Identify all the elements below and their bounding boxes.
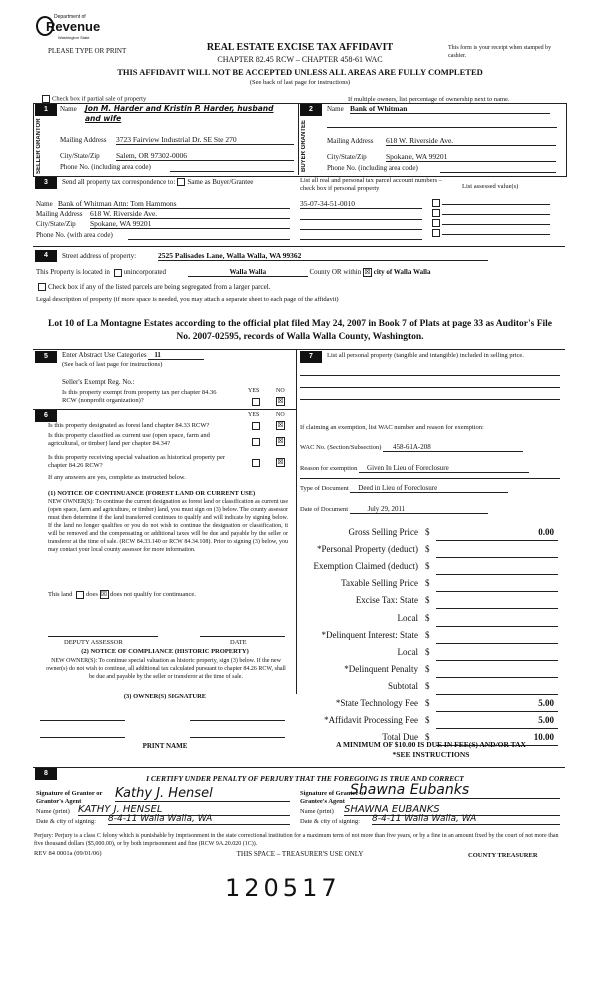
seller-city[interactable]: Salem, OR 97302-0006 [116, 151, 294, 161]
owner-signature-label: (3) OWNER(S) SIGNATURE [123, 693, 207, 700]
send-correspondence-label: Send all property tax correspondence to: Same as Buyer/Grantee [62, 178, 254, 186]
forest-question: Is this property designated as forest land chapter 84.33 RCW? [48, 422, 210, 429]
section-6-badge: 6 [35, 410, 57, 422]
notice-continuance-title: (1) NOTICE OF CONTINUANCE (FOREST LAND OR CURRENT USE) [48, 490, 256, 497]
section-4-badge: 4 [35, 250, 57, 262]
buyer-name[interactable]: Bank of Whitman [350, 104, 550, 114]
fee-dollar: $ [425, 578, 430, 589]
fee-dollar: $ [425, 698, 430, 708]
dor-logo [36, 14, 101, 44]
form-warning: THIS AFFIDAVIT WILL NOT BE ACCEPTED UNLESS ALL AREAS ARE FULLY COMPLETED [117, 67, 483, 77]
fee-label: Local [397, 646, 418, 657]
segregated-checkbox[interactable] [38, 283, 46, 291]
wac-row: WAC No. (Section/Subsection) 458-61A-208 [300, 443, 523, 452]
grantor-signature[interactable]: Kathy J. Hensel [115, 786, 290, 802]
current-use-no-checkbox[interactable]: ☒ [277, 437, 284, 445]
street-label: Street address of property: [62, 252, 137, 260]
does-qualify-checkbox[interactable] [76, 591, 84, 599]
sec6-yes: YES [248, 412, 260, 418]
seller-vertical-label: SELLER GRANTOR [36, 118, 42, 174]
dor-logo-big: Revenue [46, 19, 101, 34]
fee-label: Total Due [382, 732, 418, 743]
fee-row [300, 647, 558, 664]
grantee-sig-label: Signature of Grantee or Grantee's Agent [300, 790, 367, 805]
wac-value[interactable]: 458-61A-208 [383, 443, 523, 452]
fee-row [300, 630, 558, 647]
location-row: This Property is located in unincorporated Walla Walla County OR within ☒ city of Walla Walla [36, 268, 431, 277]
minimum-note: A MINIMUM OF $10.00 IS DUE IN FEE(S) AND/OR TAX [336, 740, 526, 749]
doc-date-row: Date of Document July 29, 2011 [300, 505, 488, 514]
fee-dollar: $ [425, 527, 430, 537]
reason-row: Reason for exemption Given In Lieu of Foreclosure [300, 464, 529, 473]
fee-dollar: $ [425, 732, 430, 743]
fee-row [300, 578, 558, 595]
county-name[interactable]: Walla Walla [188, 268, 308, 277]
parcel-number[interactable]: 35-07-34-51-0010 [300, 199, 422, 209]
fee-dollar: $ [425, 715, 430, 726]
sec3-city-label: City/State/Zip [36, 220, 76, 228]
segregated-row: Check box if any of the listed parcels are being segregated from a larger parcel. [36, 283, 270, 291]
certify-statement: I CERTIFY UNDER PENALTY OF PERJURY THAT THE FOREGOING IS TRUE AND CORRECT [146, 774, 464, 783]
fee-label: Subtotal [387, 680, 418, 691]
current-use-yes-checkbox[interactable] [252, 438, 260, 446]
fee-row [300, 613, 558, 630]
parcel-personal-checkbox[interactable] [432, 229, 440, 237]
section-3-badge: 3 [35, 177, 57, 189]
personal-property-label: List all personal property (tangible and intangible) included in selling price. [327, 352, 524, 359]
fee-label: *State Technology Fee [335, 698, 418, 708]
fee-row [300, 715, 558, 732]
see-instructions: *SEE INSTRUCTIONS [392, 750, 470, 759]
fee-dollar: $ [425, 561, 430, 572]
fee-dollar: $ [425, 680, 430, 691]
unincorporated-checkbox[interactable] [114, 269, 122, 277]
abstract-value[interactable]: 11 [148, 351, 204, 360]
buyer-city[interactable]: Spokane, WA 99201 [386, 152, 556, 162]
notice-compliance-title: (2) NOTICE OF COMPLIANCE (HISTORIC PROPERTY) [81, 648, 249, 655]
does-not-qualify-checkbox[interactable]: ☒ [100, 590, 108, 598]
fee-value[interactable]: 5.00 [538, 698, 554, 708]
fee-label: Exemption Claimed (deduct) [313, 561, 418, 572]
parcel-personal-checkbox[interactable] [432, 199, 440, 207]
within-city-checkbox[interactable]: ☒ [364, 268, 371, 276]
buyer-phone-label: Phone No. (including area code) [327, 164, 418, 172]
buyer-name-label: Name [327, 105, 344, 113]
parcel-personal-checkbox[interactable] [432, 219, 440, 227]
sec3-phone-label: Phone No. (with area code) [36, 231, 113, 239]
legal-label: Legal description of property (if more space is needed, you may attach a separate sheet to each page of the affidavit) [36, 296, 339, 303]
partial-sale-row [40, 95, 146, 103]
fee-label: Taxable Selling Price [341, 578, 418, 589]
grantee-name[interactable]: SHAWNA EUBANKS [344, 804, 560, 816]
section-7-badge: 7 [300, 351, 322, 363]
seller-city-label: City/State/Zip [60, 152, 100, 160]
fee-value[interactable]: 5.00 [538, 715, 554, 726]
grantee-signature[interactable]: Shawna Eubanks [350, 782, 560, 799]
type-value[interactable]: Deed in Lieu of Foreclosure [350, 484, 508, 493]
parcel-personal-checkbox[interactable] [432, 209, 440, 217]
street-address[interactable]: 2525 Palisades Lane, Walla Walla, WA 99362 [158, 251, 488, 261]
buyer-mailing[interactable]: 618 W. Riverside Ave. [386, 136, 556, 146]
dor-logo-small: Department of [54, 14, 86, 20]
grantor-date-city[interactable]: 8-4-11 Walla Walla, WA [108, 814, 290, 825]
qualify-row: This land does ☒ does not qualify for continuance. [48, 590, 196, 598]
fee-row [300, 698, 558, 715]
sec6-no: NO [276, 412, 285, 418]
fee-value[interactable]: 0.00 [538, 527, 554, 537]
date-label: DATE [230, 639, 247, 646]
historic-question: Is this property receiving special valuation as historical property per chapter 84.26 RCW? [48, 454, 226, 469]
fee-dollar: $ [425, 612, 430, 623]
section-2-badge: 2 [300, 104, 322, 116]
reason-value[interactable]: Given In Lieu of Foreclosure [359, 464, 529, 473]
fee-label: *Delinquent Interest: State [321, 629, 418, 640]
fee-row [300, 561, 558, 578]
section-8-badge: 8 [35, 768, 57, 780]
rev-number: REV 84 0001a (09/01/06) [34, 850, 102, 857]
fee-row [300, 527, 558, 544]
exempt-question: Is this property exempt from property tax per chapter 84.36 RCW (nonprofit organization)? [62, 389, 217, 404]
parcel-header: List all real and personal tax parcel account numbers – check box if personal property [300, 177, 443, 192]
grantor-date-label: Date & city of signing: [36, 818, 96, 825]
fee-label: *Personal Property (deduct) [317, 544, 418, 555]
legal-description[interactable]: Lot 10 of La Montagne Estates according to the official plat filed May 24, 2007 in Book 7 of Plats at page 33 as Auditor's File No. 2007-02595, records of Walla Walla County, Washington. [47, 319, 552, 342]
fee-value[interactable]: 10.00 [533, 732, 554, 743]
partial-sale-label: Check box if partial sale of property [52, 95, 147, 103]
current-use-question: Is this property classified as current use (open space, farm and agricultural, or timber) land per chapter 84.34? [48, 432, 210, 447]
grantee-date-label: Date & city of signing: [300, 818, 360, 825]
seller-phone-label: Phone No. (including area code) [60, 163, 151, 171]
fee-row [300, 544, 558, 561]
receipt-note: This form is your receipt when stamped by cashier. [448, 45, 552, 59]
buyer-mailing-label: Mailing Address [327, 137, 374, 145]
fee-dollar: $ [425, 663, 430, 674]
fee-dollar: $ [425, 629, 430, 640]
treasurer-space: THIS SPACE – TREASURER'S USE ONLY [236, 850, 364, 858]
fee-row [300, 664, 558, 681]
type-row: Type of Document Deed in Lieu of Foreclosure [300, 484, 508, 493]
parcel-rows [430, 199, 560, 239]
forest-no-checkbox[interactable]: ☒ [277, 421, 284, 429]
grantor-sig-label: Signature of Grantor or Grantor's Agent [36, 790, 103, 805]
print-name-label: PRINT NAME [142, 742, 188, 750]
sec3-mailing-label: Mailing Address [36, 210, 83, 218]
section-5-badge: 5 [35, 351, 57, 363]
type-print-note: PLEASE TYPE OR PRINT [48, 47, 127, 55]
seller-mailing[interactable]: 3723 Fairview Industrial Dr. SE Ste 270 [116, 135, 294, 145]
fee-label: Gross Selling Price [348, 527, 418, 537]
doc-date-value[interactable]: July 29, 2011 [350, 505, 488, 514]
abstract-see: (See back of last page for instructions) [62, 361, 163, 368]
see-back-note: (See back of last page for instructions) [249, 79, 351, 86]
fee-label: *Delinquent Penalty [344, 663, 418, 674]
grantor-name-label: Name (print) [36, 808, 70, 815]
sec3-city[interactable]: Spokane, WA 99201 [90, 219, 290, 229]
buyer-vertical-label: BUYER GRANTEE [301, 120, 307, 173]
fee-label: Excise Tax: State [355, 595, 418, 606]
form-chapter: CHAPTER 82.45 RCW – CHAPTER 458-61 WAC [217, 55, 383, 64]
grantee-name-label: Name (print) [300, 808, 334, 815]
exempt-yes-checkbox[interactable] [252, 398, 260, 406]
fee-row [300, 595, 558, 612]
multiple-owners-note: If multiple owners, list percentage of ownership next to name. [348, 96, 510, 103]
deputy-assessor-label: DEPUTY ASSESSOR [64, 639, 123, 646]
county-treasurer: COUNTY TREASURER [468, 852, 538, 859]
seller-name-label: Name [60, 105, 77, 113]
sec3-mailing[interactable]: 618 W. Riverside Ave. [90, 209, 290, 219]
notice-continuance-body: NEW OWNER(S): To continue the current designation as forest land or classification as current use (open space, farm and agriculture, or timber) land, you must sign on (3) below. The county assessor must then determine if the land transferred continues to qualify and will indicate by signing below. If the land no longer qualifies or you do not wish to continue the designation or classification, it will be removed and the compensating or additional taxes will be due and payable by the seller or transferor at the time of sale. (RCW 84.33.140 or RCW 84.34.108). Prior to signing (3) below, you may contact your local county assessor for more information. [48, 499, 288, 553]
fee-dollar: $ [425, 646, 430, 657]
partial-sale-checkbox[interactable] [42, 95, 50, 103]
fee-row [300, 681, 558, 698]
exemption-label: If claiming an exemption, list WAC number and reason for exemption: [300, 424, 484, 431]
exempt-reg-label: Seller's Exempt Reg. No.: [62, 378, 135, 386]
forest-yes-checkbox[interactable] [252, 422, 260, 430]
fee-label: Local [397, 612, 418, 623]
historic-no-checkbox[interactable]: ☒ [277, 458, 284, 466]
section-1-badge: 1 [35, 104, 57, 116]
fee-label: *Affidavit Processing Fee [324, 715, 418, 726]
seller-mailing-label: Mailing Address [60, 136, 107, 144]
sec5-no: NO [276, 388, 285, 394]
historic-yes-checkbox[interactable] [252, 459, 260, 467]
assessed-header: List assessed value(s) [462, 183, 519, 190]
notice-compliance-body: NEW OWNER(S): To continue special valuation as historic property, sign (3) below. If the new owner(s) do not wish to continue, all additional tax calculated pursuant to chapter 84.26 RCW, shall be due and payable by the seller or transferor at the time of sale. [46, 658, 286, 680]
seller-name[interactable]: Jon M. Harder and Kristin P. Harder, husband and wife [85, 104, 274, 123]
grantor-name[interactable]: KATHY J. HENSEL [78, 804, 290, 816]
buyer-city-label: City/State/Zip [327, 153, 367, 161]
form-title: REAL ESTATE EXCISE TAX AFFIDAVIT [206, 42, 394, 53]
dor-logo-tag: Washington State [58, 35, 90, 40]
same-as-buyer-checkbox[interactable] [177, 178, 185, 186]
answers-note: If any answers are yes, complete as instructed below. [48, 474, 186, 481]
abstract-row: Enter Abstract Use Categories 11 [62, 351, 204, 360]
fee-dollar: $ [425, 595, 430, 606]
grantee-date-city[interactable]: 8-4-11 Walla Walla, WA [372, 814, 560, 825]
exempt-no-checkbox[interactable]: ☒ [277, 397, 284, 405]
sec3-name[interactable]: Bank of Whitman Attn: Tom Hammons [58, 199, 290, 209]
sec5-yes: YES [248, 388, 260, 394]
handwritten-number: 120517 [225, 874, 341, 902]
perjury-note: Perjury: Perjury is a class C felony which is punishable by imprisonment in the state correctional institution for a maximum term of not more than five years, or by a fine in an amount fixed by the court of not more than five thousand dollars ($5,000.00), or by both imprisonment and fine (RCW 9A.20.020 (1C)). [34, 833, 559, 847]
fee-dollar: $ [425, 544, 430, 555]
sec3-name-label: Name [36, 200, 53, 208]
